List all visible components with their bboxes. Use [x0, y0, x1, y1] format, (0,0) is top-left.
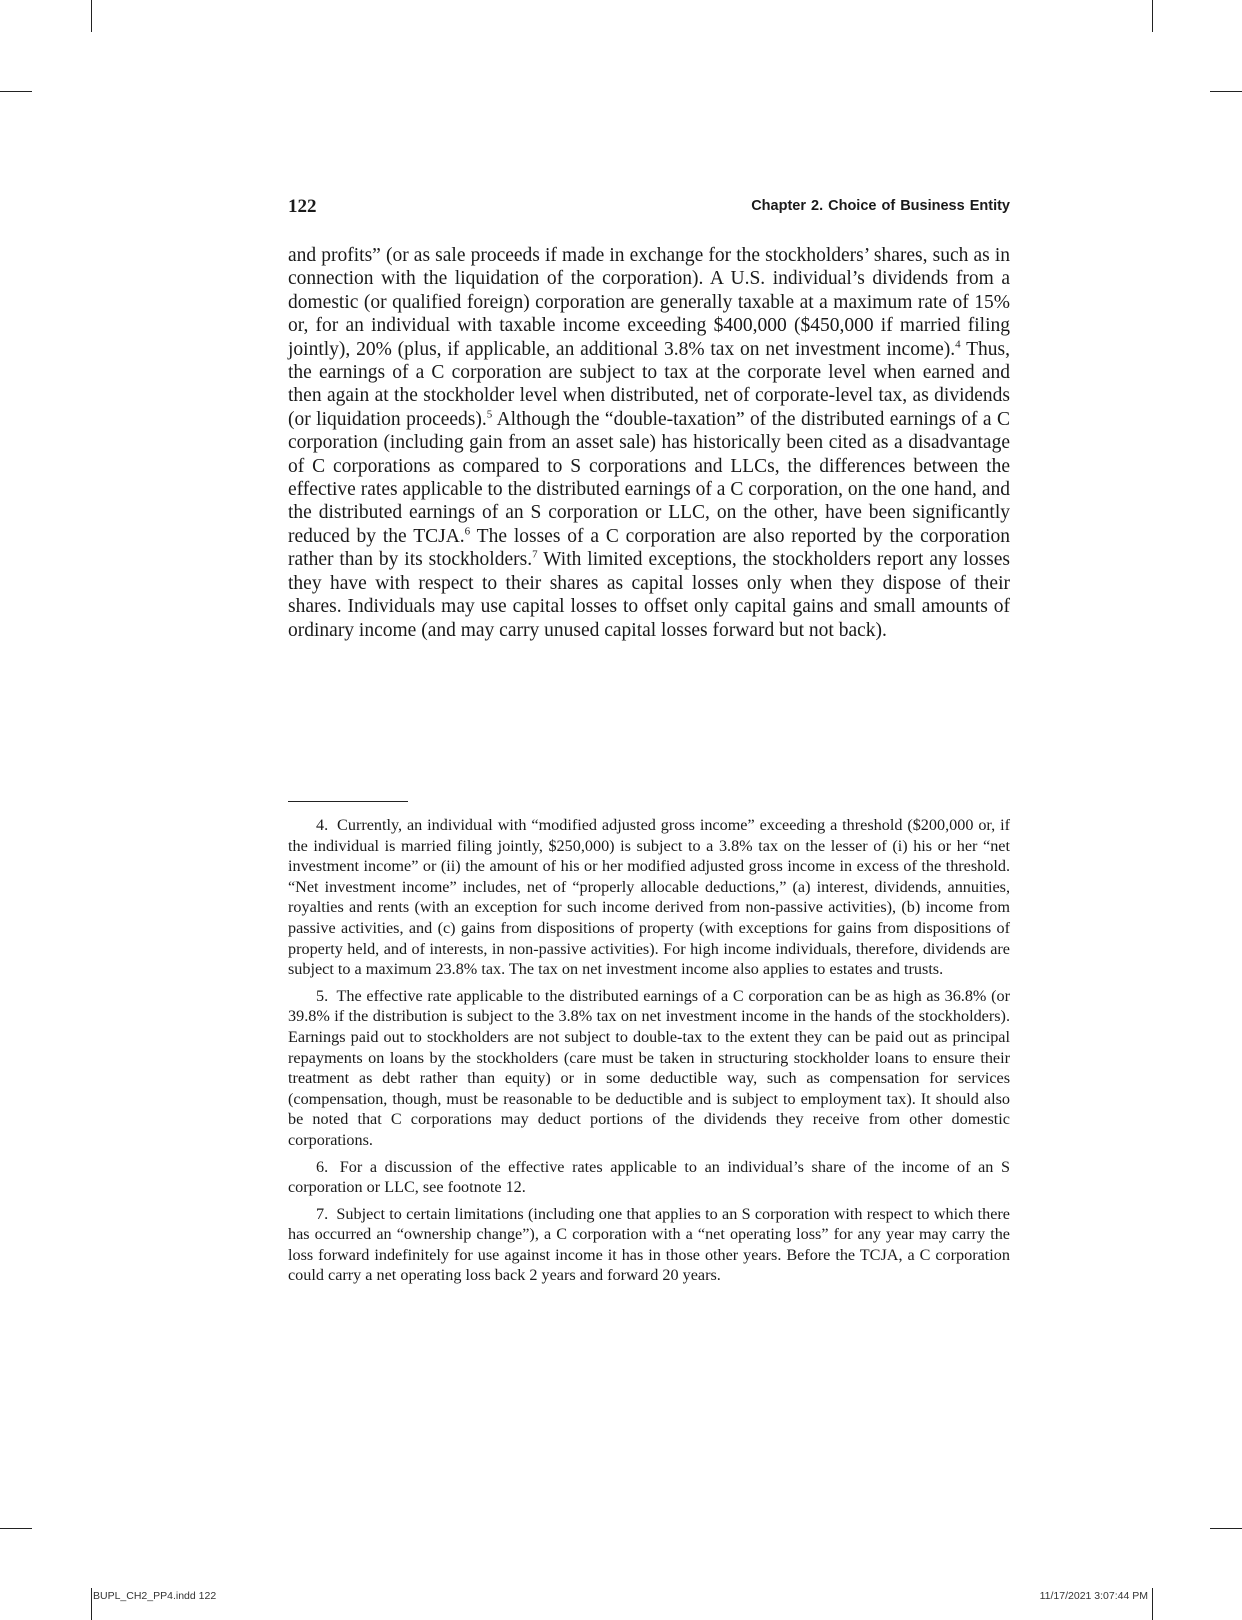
body-text: [288, 244, 1010, 642]
crop-mark-right-top: [1210, 91, 1242, 92]
page-number: 122: [288, 196, 317, 217]
crop-mark-left-bottom: [0, 1528, 32, 1529]
running-head: Chapter 2. Choice of Business Entity: [751, 198, 1010, 214]
body-segment: and profits” (or as sale proceeds if made in exchange for the stockholders’ shares, such as in connection with the liquidation of the corporation). A U.S. individual’s dividends from a domestic (or qualified foreign) corporation are generally taxable at a maximum rate of 15% or, for an individual with taxable income exceeding $400,000 ($450,000 if married filing jointly), 20% (plus, if applicable, an additional 3.8% tax on net investment income).: [288, 245, 1010, 360]
crop-mark-top-left: [91, 0, 92, 32]
page-header: [288, 196, 1010, 226]
footnote-number: 4.: [316, 816, 329, 834]
footnote-rule: [288, 801, 408, 802]
footnotes: [288, 815, 1010, 1292]
footnote-ref-7: 7: [532, 548, 538, 561]
crop-mark-left-top: [0, 91, 32, 92]
body-segment: Although the “double-taxation” of the distributed earnings of a C corporation (including gain from an asset sale) has historically been cited as a disadvantage of C corporations as compared to S corporations and LLCs, the differences between the effective rates applicable to the distributed earnings of a C corporation, on the one hand, and the distributed earnings of an S corporation or LLC, on the other, have been significantly reduced by the TCJA.: [288, 408, 1010, 547]
footnote-ref-4: 4: [955, 338, 961, 351]
crop-mark-bottom-left: [91, 1588, 92, 1620]
body-segment: The losses of a C corporation are also reported by the corporation rather than by its stockholders.: [288, 525, 1010, 571]
crop-mark-right-bottom: [1210, 1528, 1242, 1529]
body-segment: Thus, the earnings of a C corporation are subject to tax at the corporate level when earned and then again at the stockholder level when distributed, net of corporate-level tax, as dividends (or liquidation proceeds).: [288, 338, 1010, 430]
footnote-number: 5.: [316, 986, 329, 1005]
footnote-text: Subject to certain limitations (including one that applies to an S corporation with respect to which there has occurred an “ownership change”), a C corporation with a “net operating loss” for any year may carry the loss forward indefinitely for use against income it has in those other years. Before the TCJA, a C corporation could carry a net operating loss back 2 years and forward 20 years.: [288, 1204, 1010, 1285]
footnote-7: [288, 1204, 1010, 1286]
footnote-number: 7.: [316, 1204, 329, 1223]
footnote-4: [288, 815, 1010, 980]
footnote-ref-6: 6: [464, 525, 471, 538]
footnote-text: Currently, an individual with “modified adjusted gross income” exceeding a threshold ($200,000 or, if the individual is married filing jointly, $250,000) is subject to a 3.8% tax on the lesser of (i) his or her “net investment income” or (ii) the amount of his or her modified adjusted gross income in excess of the threshold. “Net investment income” includes, net of “properly allocable deductions,” (a) interest, dividends, annuities, royalties and rents (with an exception for such income derived from non-passive activities), (b) income from passive activities, and (c) gains from dispositions of property (with exceptions for gains from dispositions of property held, and of interests, in non-passive activities). For high income individuals, therefore, dividends are subject to a maximum 23.8% tax. The tax on net investment income also applies to estates and trusts.: [288, 816, 1010, 979]
footnote-text: The effective rate applicable to the distributed earnings of a C corporation can be as high as 36.8% (or 39.8% if the distribution is subject to the 3.8% tax on net investment income in the hands of the stockholders). Earnings paid out to stockholders are not subject to double-tax to the extent they can be paid out as principal repayments on loans by the stockholders (care must be taken in structuring stockholder loans to ensure their treatment as debt rather than equity) or in some deductible way, such as compensation for services (compensation, though, must be reasonable to be deductible and is subject to employment tax). It should also be noted that C corporations may deduct portions of the dividends they receive from other domestic corporations.: [288, 986, 1010, 1149]
footnote-ref-5: 5: [486, 408, 493, 421]
slug-filename: BUPL_CH2_PP4.indd 122: [93, 1590, 217, 1602]
footnote-5: [288, 986, 1010, 1151]
footnote-text: For a discussion of the effective rates applicable to an individual’s share of the income of an S corporation or LLC, see footnote 12.: [288, 1157, 1010, 1197]
body-segment: With limited exceptions, the stockholders report any losses they have with respect to their shares as capital losses only when they dispose of their shares. Individuals may use capital losses to offset only capital gains and small amounts of ordinary income (and may carry unused capital losses forward but not back).: [288, 549, 1011, 641]
crop-mark-bottom-right: [1152, 1588, 1153, 1620]
footnote-number: 6.: [316, 1157, 329, 1176]
footnote-6: [288, 1157, 1010, 1198]
body-paragraph: [288, 244, 1010, 642]
crop-mark-top-right: [1152, 0, 1153, 32]
slug-timestamp: 11/17/2021 3:07:44 PM: [1039, 1590, 1148, 1602]
